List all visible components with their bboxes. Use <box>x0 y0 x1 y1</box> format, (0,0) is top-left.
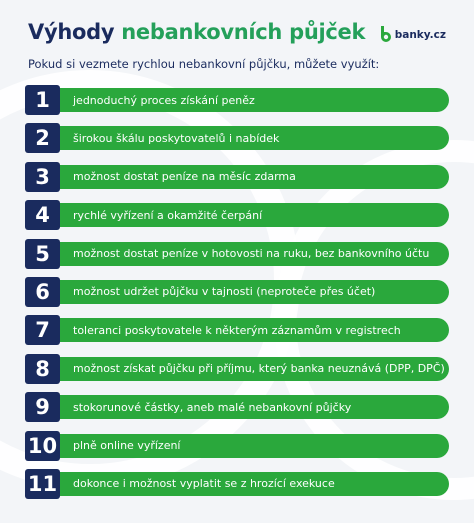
item-bar <box>60 357 449 381</box>
item-bar <box>60 242 449 266</box>
list-item <box>25 431 449 461</box>
list-item <box>25 162 449 192</box>
list-item <box>25 200 449 230</box>
item-text: jednoduchý proces získání peněz <box>73 93 255 107</box>
item-text: rychlé vyřízení a okamžité čerpání <box>73 208 263 222</box>
item-bar <box>60 434 449 458</box>
item-bar <box>60 88 449 112</box>
item-text: stokorunové částky, aneb malé nebankovní půjčky <box>73 400 352 414</box>
item-number: 1 <box>25 85 60 115</box>
item-bar <box>60 165 449 189</box>
benefits-list <box>25 85 449 507</box>
leaf-icon <box>378 26 392 44</box>
item-text: širokou škálu poskytovatelů i nabídek <box>73 131 280 145</box>
item-bar <box>60 203 449 227</box>
list-item <box>25 469 449 499</box>
list-item <box>25 239 449 269</box>
item-bar <box>60 472 449 496</box>
item-number: 7 <box>25 315 60 345</box>
page-title <box>28 20 365 44</box>
item-text: možnost dostat peníze v hotovosti na ruku, bez bankovního účtu <box>73 247 430 261</box>
item-number: 4 <box>25 200 60 230</box>
item-number: 5 <box>25 239 60 269</box>
item-text: toleranci poskytovatele k některým záznamům v registrech <box>73 323 401 337</box>
item-number: 2 <box>25 123 60 153</box>
item-bar <box>60 395 449 419</box>
item-bar <box>60 318 449 342</box>
title-part-green: nebankovních půjček <box>121 20 366 44</box>
page-header <box>28 20 365 44</box>
list-item <box>25 85 449 115</box>
list-item <box>25 392 449 422</box>
item-text: možnost udržet půjčku v tajnosti (neprotečе přes účet) <box>73 285 376 299</box>
title-part-navy: Výhody <box>28 20 115 44</box>
list-item <box>25 315 449 345</box>
logo-text: banky.cz <box>394 29 446 41</box>
item-number: 8 <box>25 354 60 384</box>
item-number: 11 <box>25 469 60 499</box>
item-text: dokonce i možnost vyplatit se z hrozící exekuce <box>73 477 335 491</box>
item-number: 3 <box>25 162 60 192</box>
item-text: plně online vyřízení <box>73 439 181 453</box>
list-item <box>25 123 449 153</box>
item-number: 10 <box>25 431 60 461</box>
item-text: možnost dostat peníze na měsíc zdarma <box>73 170 296 184</box>
item-number: 9 <box>25 392 60 422</box>
item-bar <box>60 126 449 150</box>
list-item <box>25 354 449 384</box>
banky-logo <box>378 26 446 44</box>
item-bar <box>60 280 449 304</box>
item-number: 6 <box>25 277 60 307</box>
subtitle: Pokud si vezmete rychlou nebankovní půjčku, můžete využít: <box>28 57 380 71</box>
list-item <box>25 277 449 307</box>
item-text: možnost získat půjčku při příjmu, který banka neuznává (DPP, DPČ) <box>73 362 445 376</box>
